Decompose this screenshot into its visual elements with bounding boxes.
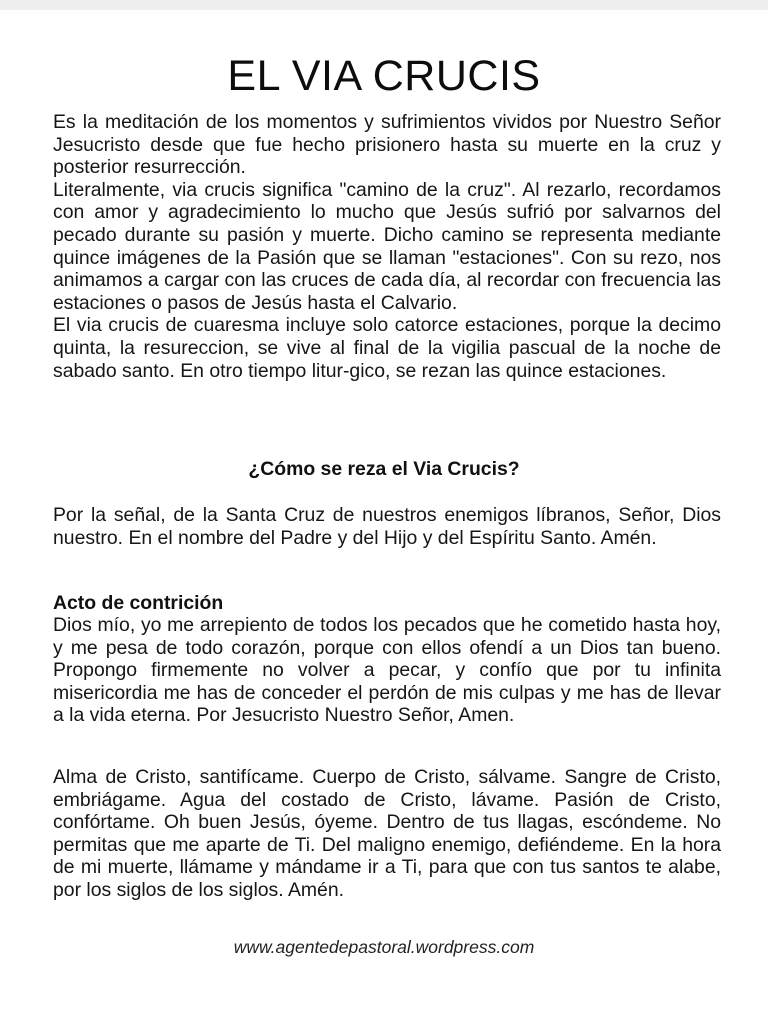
sign-of-cross-prayer: Por la señal, de la Santa Cruz de nuestros enemigos líbranos, Señor, Dios nuestro. En el nombre del Padre y del Hijo y del Espíritu Santo. Amén. [53,504,721,549]
intro-paragraph: Es la meditación de los momentos y sufrimientos vividos por Nuestro Señor Jesucristo desde que fue hecho prisionero hasta su muerte en la cruz y posterior resurrección. [53,111,721,179]
intro-section [53,111,721,382]
contricion-heading: Acto de contrición [53,592,224,614]
document-page [0,10,768,1024]
contricion-prayer: Dios mío, yo me arrepiento de todos los pecados que he cometido hasta hoy, y me pesa de todo corazón, porque con ellos ofendí a un Dios tan bueno. Propongo firmemente no volver a pecar, y confío que por tu infinita misericordia me has de conceder el perdón de mis culpas y me has de llevar a la vida eterna. Por Jesucristo Nuestro Señor, Amen. [53,614,721,727]
alma-de-cristo-prayer: Alma de Cristo, santifícame. Cuerpo de Cristo, sálvame. Sangre de Cristo, embriágame. Agua del costado de Cristo, lávame. Pasión de Cristo, confórtame. Oh buen Jesús, óyeme. Dentro de tus llagas, escóndeme. No permitas que me aparte de Ti. Del maligno enemigo, defiéndeme. En la hora de mi muerte, llámame y mándame ir a Ti, para que con tus santos te alabe, por los siglos de los siglos. Amén. [53,766,721,901]
footer-url: www.agentedepastoral.wordpress.com [233,937,535,957]
top-border-strip [0,0,768,10]
intro-paragraph: Literalmente, via crucis significa "camino de la cruz". Al rezarlo, recordamos con amor y agradecimiento lo mucho que Jesús sufrió por salvarnos del pecado durante su pasión y muerte. Dicho camino se representa mediante quince imágenes de la Pasión que se llaman "estaciones". Con su rezo, nos animamos a cargar con las cruces de cada día, al recordar con frecuencia las estaciones o pasos de Jesús hasta el Calvario. [53,178,721,314]
section-heading: ¿Cómo se reza el Via Crucis? [248,458,520,480]
page-title: EL VIA CRUCIS [227,52,541,100]
intro-paragraph: El via crucis de cuaresma incluye solo catorce estaciones, porque la decimo quinta, la resureccion, se vive al final de la vigilia pascual de la noche de sabado santo. En otro tiempo litur-gico, se rezan las quince estaciones. [53,314,721,382]
